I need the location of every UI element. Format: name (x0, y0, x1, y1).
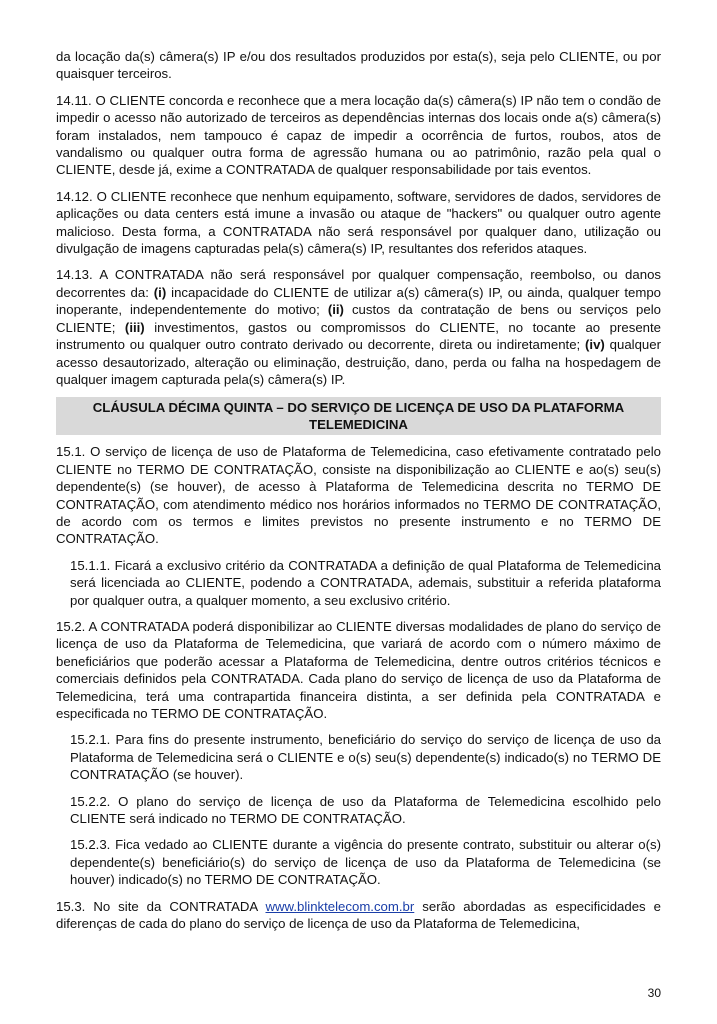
clause-heading (56, 397, 661, 435)
paragraph-14-12: 14.12. O CLIENTE reconhece que nenhum equipamento, software, servidores de dados, servidores de aplicações ou data centers está imune a invasão ou ataque de "hackers" ou qualquer outro agente malicioso. Desta forma, a CONTRATADA não será responsável por qualquer dano, utilização ou divulgação de imagens capturadas pela(s) câmera(s) IP, resultantes dos referidos ataques. (56, 188, 661, 257)
text-segment: investimentos, gastos ou compromissos do CLIENTE, no tocante ao presente instrumento ou qualquer outro contrato derivado ou decorrente, direta ou indiretamente; (56, 319, 661, 353)
item-marker: (iii) (124, 319, 145, 335)
text-segment: 15.3. No site da CONTRATADA (56, 898, 266, 914)
text-segment: custos da contratação de bens ou serviços pelo CLIENTE; (56, 302, 661, 335)
clause-heading-line-1: CLÁUSULA DÉCIMA QUINTA – DO SERVIÇO DE LICENÇA DE USO DA PLATAFORMA (92, 400, 625, 416)
text-segment: qualquer acesso desautorizado, alteração ou eliminação, destruição, dano, perda ou falha na hospedagem de qualquer imagem capturada pela(s) câmera(s) IP. (56, 337, 661, 387)
paragraph-15-2-1: 15.2.1. Para fins do presente instrumento, beneficiário do serviço do serviço de licença de uso da Plataforma de Telemedicina será o CLIENTE e o(s) seu(s) dependente(s) indicado(s) no TERMO DE CONTRATAÇÃO (se houver). (70, 732, 661, 783)
website-link[interactable]: www.blinktelecom.com.br (265, 898, 415, 914)
paragraph-15-3 (56, 898, 661, 933)
text-segment: 14.13. A CONTRATADA não será responsável por qualquer compensação, reembolso, ou danos decorrentes da: (56, 267, 661, 300)
text-segment: incapacidade do CLIENTE de utilizar a(s) câmera(s) IP, ou ainda, qualquer tempo inoperante, independentemente do motivo; (56, 284, 661, 318)
item-marker: (iv) (585, 337, 605, 353)
item-marker: (i) (153, 284, 167, 300)
paragraph-15-2-3: 15.2.3. Fica vedado ao CLIENTE durante a vigência do presente contrato, substituir ou alterar o(s) dependente(s) beneficiário(s) do serviço de licença de uso da Plataforma de Telemedicina (se houver) indicado(s) no TERMO DE CONTRATAÇÃO. (70, 837, 661, 888)
paragraph-14-13 (56, 266, 661, 388)
paragraph-intro: da locação da(s) câmera(s) IP e/ou dos resultados produzidos por esta(s), seja pelo CLIENTE, ou por quaisquer terceiros. (56, 49, 661, 82)
clause-heading-line-2: TELEMEDICINA (309, 417, 408, 433)
page-number: 30 (647, 986, 661, 1000)
item-marker: (ii) (327, 302, 344, 318)
text-segment: serão abordadas as especificidades e diferenças de cada do plano do serviço de licença de uso da Plataforma de Telemedicina, (56, 898, 661, 932)
paragraph-15-1-1: 15.1.1. Ficará a exclusivo critério da CONTRATADA a definição de qual Plataforma de Telemedicina será licenciada ao CLIENTE, podendo a CONTRATADA, ademais, substituir a referida plataforma por qualquer outra, a qualquer momento, a seu exclusivo critério. (70, 557, 661, 608)
paragraph-15-1: 15.1. O serviço de licença de uso de Plataforma de Telemedicina, caso efetivamente contratado pelo CLIENTE no TERMO DE CONTRATAÇÃO, consiste na disponibilização ao CLIENTE e ao(s) seu(s) dependente(s) (se houver), de acesso à Plataforma de Telemedicina descrita no TERMO DE CONTRATAÇÃO, com atendimento médico nos horários informados no TERMO DE CONTRATAÇÃO, de acordo com os termos e limites previstos no presente instrumento e no TERMO DE CONTRATAÇÃO. (56, 444, 661, 547)
paragraph-15-2-2: 15.2.2. O plano do serviço de licença de uso da Plataforma de Telemedicina escolhido pelo CLIENTE será indicado no TERMO DE CONTRATAÇÃO. (70, 793, 661, 827)
paragraph-14-11: 14.11. O CLIENTE concorda e reconhece que a mera locação da(s) câmera(s) IP não tem o condão de impedir o acesso não autorizado de terceiros as dependências internas dos locais onde a(s) câmera(s) foram instalados, nem tampouco é capaz de impedir a ocorrência de furtos, roubos, atos de vandalismo ou qualquer outra forma de agressão humana ou ao patrimônio, razão pela qual o CLIENTE, desde já, exime a CONTRATADA de qualquer responsabilidade por tais eventos. (56, 92, 661, 178)
paragraph-15-2: 15.2. A CONTRATADA poderá disponibilizar ao CLIENTE diversas modalidades de plano do serviço de licença de uso da Plataforma de Telemedicina, que variará de acordo com o número máximo de beneficiários que poderão acessar a Plataforma de Telemedicina, dentre outros critérios técnicos e comerciais definidos pela CONTRATADA. Cada plano do serviço de licença de uso da Plataforma de Telemedicina, terá uma contrapartida financeira distinta, a ser definida pela CONTRATADA e especificada no TERMO DE CONTRATAÇÃO. (56, 618, 661, 721)
